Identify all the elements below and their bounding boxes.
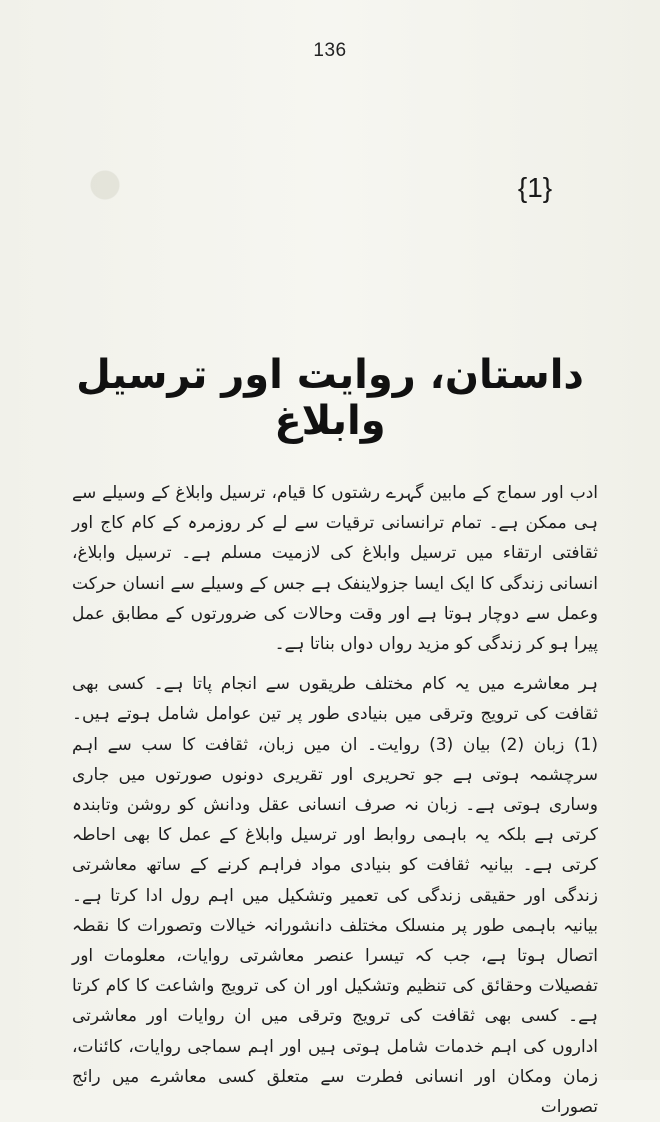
chapter-number: {1} xyxy=(517,172,553,203)
paragraph: ہر معاشرے میں یہ کام مختلف طریقوں سے انجام پاتا ہے۔ کسی بھی ثقافت کی ترویج وترقی میں بنیادی طور پر تین عوامل شامل ہوتے ہیں۔ (1) زبان (2) بیان (3) روایت۔ ان میں زبان، ثقافت کا سب سے اہم سرچشمہ ہوتی ہے جو تحریری اور تقریری دونوں صورتوں میں جاری وساری ہوتی ہے۔ زبان نہ صرف انسانی عقل ودانش کو روشن وتابندہ کرتی ہے بلکہ یہ باہمی روابط اور ترسیل وابلاغ کے عمل کا بھی احاطہ کرتی ہے۔ بیانیہ ثقافت کو بنیادی مواد فراہم کرنے کے ساتھ معاشرتی زندگی اور حقیقی زندگی کی تعمیر وتشکیل میں اہم رول ادا کرتا ہے۔ بیانیہ باہمی طور پر منسلک مختلف دانشورانہ خیالات وتصورات کا نقطہ اتصال ہوتا ہے، جب کہ تیسرا عنصر معاشرتی روایات، معلومات اور تفصیلات وحقائق کی تنظیم وتشکیل اور ان کی ترویج واشاعت کا کام کرتا ہے۔ کسی بھی ثقافت کی ترویج وترقی میں ان روایات اور معاشرتی اداروں کی اہم خدمات شامل ہوتی ہیں اور اہم سماجی روایات، کائنات، زمان ومکان اور انسانی فطرت سے متعلق کسی معاشرے میں رائج تصورات xyxy=(72,674,598,1118)
paragraph: ادب اور سماج کے مابین گہرے رشتوں کا قیام، ترسیل وابلاغ کے وسیلے سے ہی ممکن ہے۔ تمام ترانسانی ترقیات سے لے کر روزمرہ کے کام کاج اور ثقافتی ارتقاء میں ترسیل وابلاغ کی لازمیت مسلم ہے۔ ترسیل وابلاغ، انسانی زندگی کا ایک ایسا جزولاینفک ہے جس کے وسیلے سے انسان حرکت وعمل سے دوچار ہوتا ہے اور وقت وحالات کی ضرورتوں کے مطابق عمل پیرا ہو کر زندگی کو مزید رواں دواں بناتا ہے۔ xyxy=(72,483,598,655)
body-text xyxy=(72,478,598,1122)
chapter-title: داستان، روایت اور ترسیل وابلاغ xyxy=(76,352,584,444)
page-number: 136 xyxy=(313,40,347,61)
